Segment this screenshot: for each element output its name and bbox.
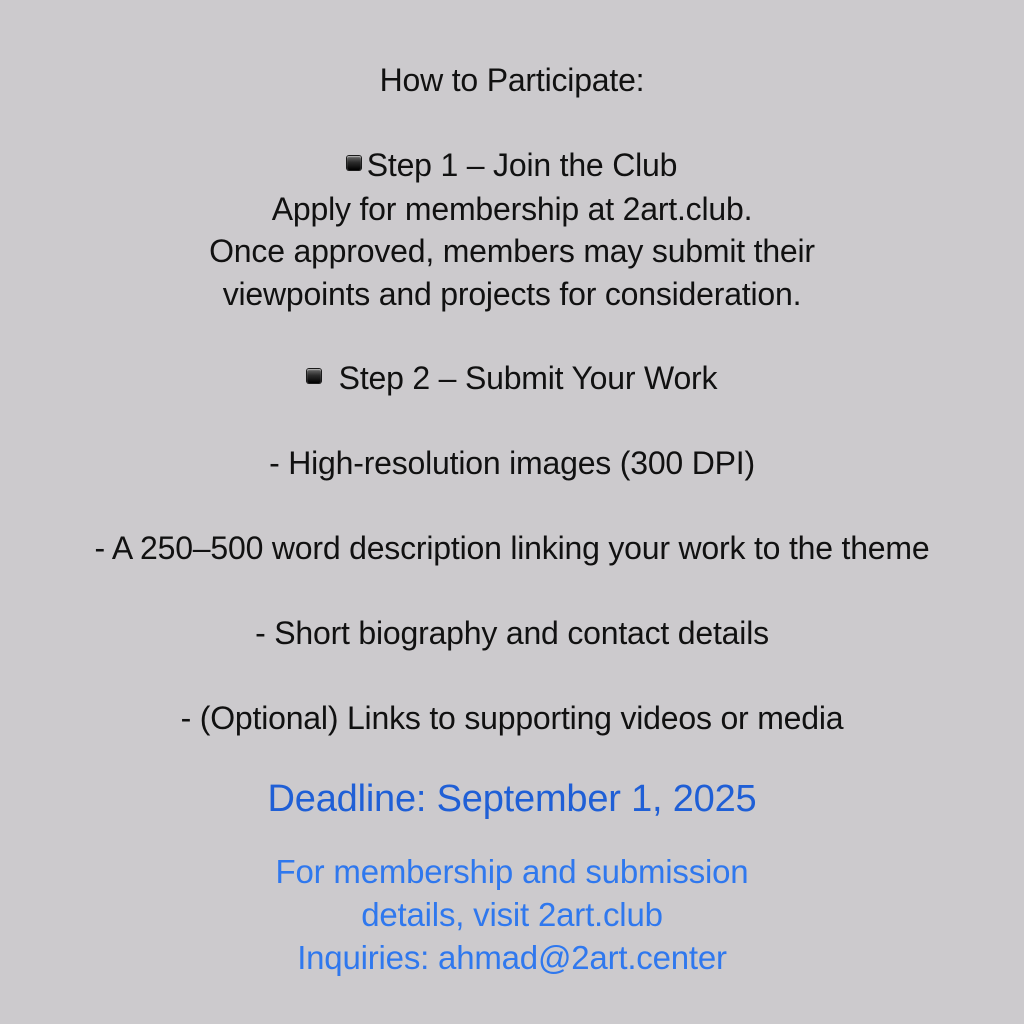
page-heading: How to Participate: — [379, 62, 645, 98]
step1-line-2: Once approved, members may submit their — [209, 233, 815, 269]
step1-line-1: Apply for membership at 2art.club. — [271, 191, 753, 227]
square-bullet-icon — [307, 369, 321, 383]
step2-title — [0, 358, 1024, 398]
step1-line-3: viewpoints and projects for consideration. — [222, 276, 802, 312]
deadline-text: Deadline: September 1, 2025 — [267, 778, 757, 820]
contact-line-2: details, visit 2art.club — [361, 896, 663, 933]
step2-title-text: Step 2 – Submit Your Work — [338, 360, 718, 396]
contact-line-3: Inquiries: ahmad@2art.center — [297, 939, 727, 976]
step2-item-links: - (Optional) Links to supporting videos or media — [180, 700, 844, 736]
contact-line-1: For membership and submission — [275, 853, 749, 890]
step2-item-images: - High-resolution images (300 DPI) — [269, 445, 755, 481]
square-bullet-icon — [347, 156, 361, 170]
step1-title-text: Step 1 – Join the Club — [366, 147, 678, 183]
step1-title — [0, 145, 1024, 185]
step2-item-biography: - Short biography and contact details — [255, 615, 769, 651]
step2-item-description: - A 250–500 word description linking your work to the theme — [94, 530, 930, 566]
